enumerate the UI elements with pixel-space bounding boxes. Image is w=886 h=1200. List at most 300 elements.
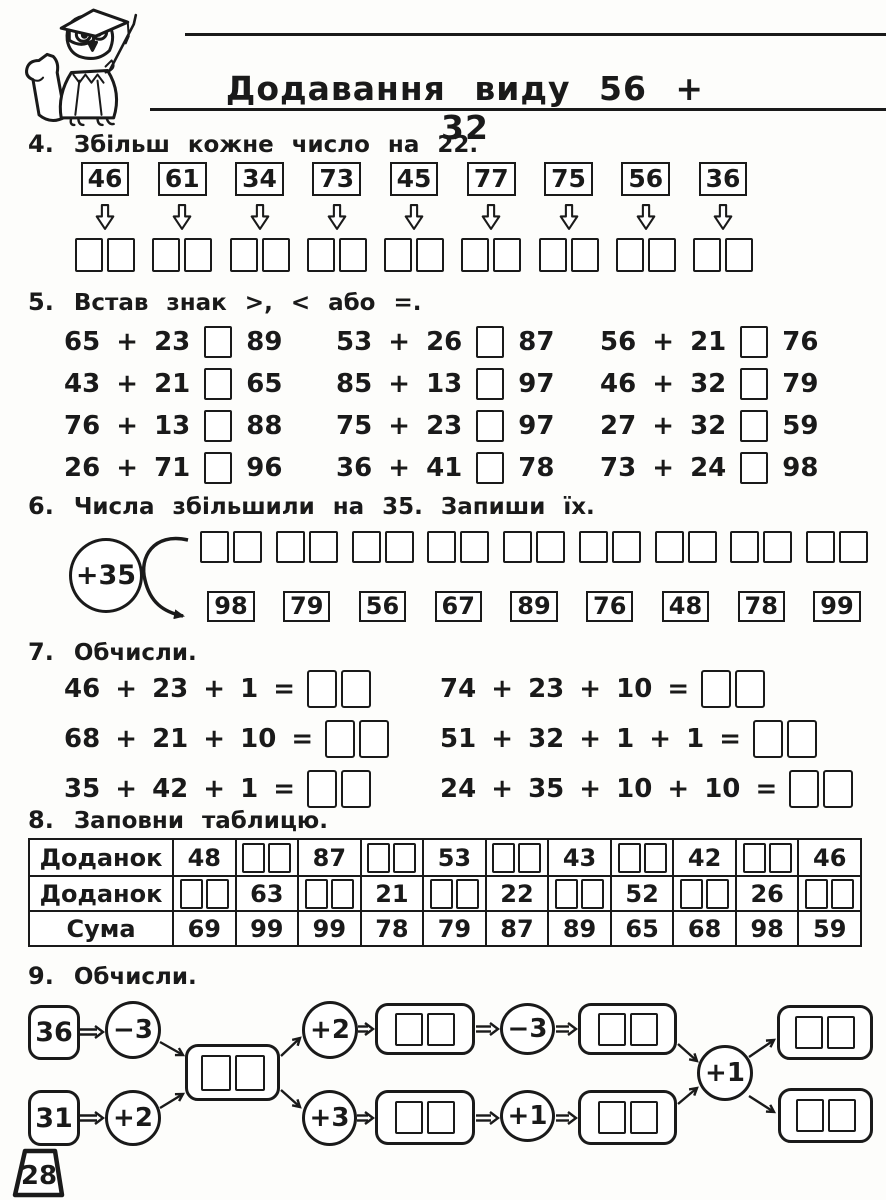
down-arrow-icon xyxy=(635,204,657,231)
ex8-instruction: Заповни таблицю. xyxy=(73,808,328,834)
answer-pair xyxy=(618,843,667,873)
ex6-item xyxy=(804,531,870,622)
table-cell: 43 xyxy=(547,840,610,875)
page-number-badge xyxy=(12,1148,66,1200)
answer-box[interactable] xyxy=(393,843,416,873)
sign-box[interactable] xyxy=(204,410,232,442)
answer-box[interactable] xyxy=(307,670,337,708)
equation-text: 46 + 23 + 1 = xyxy=(64,674,296,704)
arrow xyxy=(749,1096,774,1112)
answer-box[interactable] xyxy=(795,1016,823,1049)
answer-box[interactable] xyxy=(395,1013,423,1046)
answer-box[interactable] xyxy=(616,238,644,272)
comparison-item xyxy=(600,452,818,484)
value: 97 xyxy=(518,369,555,399)
answer-pair xyxy=(701,670,765,708)
answer-pair xyxy=(579,531,641,563)
answer-box[interactable] xyxy=(75,238,103,272)
table-cell xyxy=(672,875,735,910)
answer-pair xyxy=(75,238,135,272)
sign-box[interactable] xyxy=(476,452,504,484)
answer-box[interactable] xyxy=(648,238,676,272)
expression: 43 + 21 xyxy=(64,369,191,399)
sign-box[interactable] xyxy=(740,452,768,484)
sign-box[interactable] xyxy=(740,368,768,400)
ex4-item xyxy=(536,162,602,272)
operation-node: −3 xyxy=(105,1001,161,1059)
answer-box[interactable] xyxy=(493,238,521,272)
ex7-heading xyxy=(28,638,197,666)
arrow xyxy=(678,1044,697,1061)
arrow xyxy=(749,1040,774,1057)
table-cell: 26 xyxy=(735,875,798,910)
double-arrow xyxy=(556,1112,576,1124)
ex5-column-1 xyxy=(64,326,282,484)
table-cell: 99 xyxy=(235,910,298,945)
comparison-item xyxy=(336,368,554,400)
arrow xyxy=(678,1088,697,1104)
answer-box[interactable] xyxy=(367,843,390,873)
operation-circle: +35 xyxy=(69,538,143,613)
result-node xyxy=(578,1003,677,1055)
number-card: 61 xyxy=(158,162,207,196)
comparison-item xyxy=(336,452,554,484)
answer-pair xyxy=(307,238,367,272)
answer-box[interactable] xyxy=(395,1101,423,1134)
answer-pair xyxy=(307,770,371,808)
double-arrow xyxy=(80,1026,103,1038)
sign-box[interactable] xyxy=(740,326,768,358)
table-cell xyxy=(235,840,298,875)
number-card: 73 xyxy=(312,162,361,196)
equation-text: 51 + 32 + 1 + 1 = xyxy=(440,724,742,754)
answer-box[interactable] xyxy=(680,879,703,909)
table-cell xyxy=(172,875,235,910)
result-node xyxy=(185,1044,280,1101)
number-card: 67 xyxy=(435,591,482,622)
value: 79 xyxy=(782,369,819,399)
owl-mascot-illustration xyxy=(8,2,186,132)
result-node xyxy=(578,1090,677,1145)
value: 89 xyxy=(246,327,283,357)
ex4-item xyxy=(227,162,293,272)
answer-box[interactable] xyxy=(427,531,456,563)
table-cell xyxy=(610,840,673,875)
result-node xyxy=(375,1090,475,1145)
answer-pair xyxy=(276,531,338,563)
number-card: 98 xyxy=(207,591,254,622)
ex4-item xyxy=(149,162,215,272)
value: 98 xyxy=(782,453,819,483)
down-arrow-icon xyxy=(94,204,116,231)
sign-box[interactable] xyxy=(204,368,232,400)
start-node-bottom: 31 xyxy=(28,1090,80,1146)
answer-box[interactable] xyxy=(341,770,371,808)
answer-box[interactable] xyxy=(536,531,565,563)
down-arrow-icon xyxy=(480,204,502,231)
table-cell xyxy=(360,840,423,875)
comparison-item xyxy=(336,410,554,442)
answer-box[interactable] xyxy=(763,531,792,563)
equation xyxy=(64,720,389,758)
down-arrow-icon xyxy=(403,204,425,231)
answer-box[interactable] xyxy=(789,770,819,808)
answer-pair xyxy=(305,879,354,909)
number-card: 77 xyxy=(467,162,516,196)
answer-pair xyxy=(806,531,868,563)
number-card: 99 xyxy=(813,591,860,622)
answer-box[interactable] xyxy=(307,770,337,808)
ex5-column-3 xyxy=(600,326,818,484)
sign-box[interactable] xyxy=(204,326,232,358)
answer-box[interactable] xyxy=(331,879,354,909)
arrow xyxy=(160,1094,183,1108)
table-cell: 53 xyxy=(422,840,485,875)
answer-pair xyxy=(152,238,212,272)
comparison-item xyxy=(64,452,282,484)
expression: 27 + 32 xyxy=(600,411,727,441)
answer-box[interactable] xyxy=(823,770,853,808)
answer-box[interactable] xyxy=(539,238,567,272)
answer-pair xyxy=(367,843,416,873)
sign-box[interactable] xyxy=(740,410,768,442)
answer-box[interactable] xyxy=(827,1016,855,1049)
answer-pair xyxy=(730,531,792,563)
number-card: 79 xyxy=(283,591,330,622)
answer-box[interactable] xyxy=(309,531,338,563)
answer-box[interactable] xyxy=(152,238,180,272)
table-cell: 89 xyxy=(547,910,610,945)
value: 59 xyxy=(782,411,819,441)
answer-pair xyxy=(555,879,604,909)
comparison-item xyxy=(64,326,282,358)
answer-pair xyxy=(753,720,817,758)
answer-box[interactable] xyxy=(693,238,721,272)
down-arrow-icon xyxy=(249,204,271,231)
comparison-item xyxy=(600,326,818,358)
ex4-instruction: Збільш кожне число на 22. xyxy=(73,132,479,158)
answer-box[interactable] xyxy=(555,879,578,909)
ex4-item xyxy=(613,162,679,272)
value: 65 xyxy=(246,369,283,399)
number-card: 36 xyxy=(699,162,748,196)
ex4-item xyxy=(690,162,756,272)
answer-pair xyxy=(427,531,489,563)
table-cell: 68 xyxy=(672,910,735,945)
double-arrow xyxy=(358,1023,373,1035)
answer-box[interactable] xyxy=(630,1013,658,1046)
answer-pair xyxy=(230,238,290,272)
answer-box[interactable] xyxy=(384,238,412,272)
row-label: Доданок xyxy=(39,843,163,872)
ex5-number: 5. xyxy=(28,288,54,316)
answer-box[interactable] xyxy=(571,238,599,272)
expression: 53 + 26 xyxy=(336,327,463,357)
answer-pair xyxy=(503,531,565,563)
answer-box[interactable] xyxy=(184,238,212,272)
table-cell xyxy=(422,875,485,910)
number-card: 75 xyxy=(544,162,593,196)
number-card: 89 xyxy=(510,591,557,622)
answer-box[interactable] xyxy=(598,1013,626,1046)
ex6-item xyxy=(728,531,794,622)
answer-box[interactable] xyxy=(456,879,479,909)
answer-pair xyxy=(352,531,414,563)
answer-pair xyxy=(680,879,729,909)
double-arrow xyxy=(80,1112,103,1124)
header-rule-top xyxy=(185,33,886,36)
down-arrow-icon xyxy=(171,204,193,231)
answer-box[interactable] xyxy=(416,238,444,272)
answer-box[interactable] xyxy=(359,720,389,758)
down-arrow-icon xyxy=(558,204,580,231)
answer-box[interactable] xyxy=(743,843,766,873)
answer-box[interactable] xyxy=(618,843,641,873)
expression: 76 + 13 xyxy=(64,411,191,441)
answer-box[interactable] xyxy=(325,720,355,758)
answer-box[interactable] xyxy=(180,879,203,909)
operation-node: +3 xyxy=(302,1090,357,1146)
answer-box[interactable] xyxy=(339,238,367,272)
comparison-item xyxy=(64,410,282,442)
ex6-item xyxy=(577,531,643,622)
answer-box[interactable] xyxy=(268,843,291,873)
ex4-item xyxy=(458,162,524,272)
answer-box[interactable] xyxy=(612,531,641,563)
table-cell: 59 xyxy=(797,910,860,945)
table-cell xyxy=(797,875,860,910)
operation-node: −3 xyxy=(500,1003,555,1055)
answer-box[interactable] xyxy=(503,531,532,563)
table-cell: 21 xyxy=(360,875,423,910)
value: 76 xyxy=(782,327,819,357)
answer-box[interactable] xyxy=(787,720,817,758)
answer-box[interactable] xyxy=(305,879,328,909)
table-cell: 22 xyxy=(485,875,548,910)
answer-box[interactable] xyxy=(352,531,381,563)
answer-box[interactable] xyxy=(262,238,290,272)
answer-box[interactable] xyxy=(730,531,759,563)
ex9-heading xyxy=(28,962,197,990)
answer-box[interactable] xyxy=(460,531,489,563)
expression: 26 + 71 xyxy=(64,453,191,483)
table-cell: 46 xyxy=(797,840,860,875)
sign-box[interactable] xyxy=(476,326,504,358)
answer-box[interactable] xyxy=(644,843,667,873)
equation-text: 74 + 23 + 10 = xyxy=(440,674,690,704)
answer-pair xyxy=(180,879,229,909)
answer-box[interactable] xyxy=(230,238,258,272)
ex7-number: 7. xyxy=(28,638,54,666)
table-cell: 52 xyxy=(610,875,673,910)
answer-box[interactable] xyxy=(341,670,371,708)
answer-box[interactable] xyxy=(307,238,335,272)
answer-box[interactable] xyxy=(427,1101,455,1134)
equation xyxy=(440,670,853,708)
ex7-instruction: Обчисли. xyxy=(73,640,197,666)
answer-pair xyxy=(242,843,291,873)
ex7-right-column xyxy=(440,670,853,808)
table-cell: 69 xyxy=(172,910,235,945)
number-card: 56 xyxy=(359,591,406,622)
table-cell xyxy=(735,840,798,875)
table-cell: 87 xyxy=(485,910,548,945)
curved-arrow-icon xyxy=(133,530,203,625)
table-cell: 87 xyxy=(297,840,360,875)
answer-pair xyxy=(789,770,853,808)
double-arrow xyxy=(357,1112,373,1124)
ex5-column-2 xyxy=(336,326,554,484)
answer-box[interactable] xyxy=(598,1101,626,1134)
operation-node: +2 xyxy=(105,1090,161,1146)
answer-box[interactable] xyxy=(806,531,835,563)
equation xyxy=(64,670,389,708)
table-cell xyxy=(297,875,360,910)
answer-box[interactable] xyxy=(276,531,305,563)
expression: 73 + 24 xyxy=(600,453,727,483)
ex6-item xyxy=(501,531,567,622)
sign-box[interactable] xyxy=(476,368,504,400)
ex4-item xyxy=(304,162,370,272)
answer-box[interactable] xyxy=(828,1099,856,1132)
expression: 75 + 23 xyxy=(336,411,463,441)
table-cell: 99 xyxy=(297,910,360,945)
number-card: 56 xyxy=(621,162,670,196)
answer-box[interactable] xyxy=(518,843,541,873)
result-node xyxy=(778,1088,873,1143)
table-cell xyxy=(547,875,610,910)
ex5-heading xyxy=(28,288,422,316)
answer-pair xyxy=(307,670,371,708)
answer-box[interactable] xyxy=(725,238,753,272)
number-card: 48 xyxy=(662,591,709,622)
answer-box[interactable] xyxy=(242,843,265,873)
sign-box[interactable] xyxy=(204,452,232,484)
sign-box[interactable] xyxy=(476,410,504,442)
ex7-left-column xyxy=(64,670,389,808)
answer-box[interactable] xyxy=(427,1013,455,1046)
number-card: 34 xyxy=(235,162,284,196)
answer-box[interactable] xyxy=(701,670,731,708)
ex9-number: 9. xyxy=(28,962,54,990)
answer-box[interactable] xyxy=(579,531,608,563)
answer-box[interactable] xyxy=(753,720,783,758)
equation xyxy=(64,770,389,808)
row-label: Доданок xyxy=(30,875,172,910)
addition-table xyxy=(28,838,862,947)
answer-box[interactable] xyxy=(630,1101,658,1134)
table-cell: 63 xyxy=(235,875,298,910)
ex4-heading xyxy=(28,130,478,158)
number-card: 78 xyxy=(738,591,785,622)
answer-box[interactable] xyxy=(581,879,604,909)
answer-box[interactable] xyxy=(107,238,135,272)
value: 97 xyxy=(518,411,555,441)
ex6-item xyxy=(274,531,340,622)
answer-pair xyxy=(655,531,717,563)
answer-box[interactable] xyxy=(235,1055,265,1091)
expression: 56 + 21 xyxy=(600,327,727,357)
answer-box[interactable] xyxy=(688,531,717,563)
table-cell xyxy=(485,840,548,875)
result-node xyxy=(375,1003,475,1055)
answer-box[interactable] xyxy=(233,531,262,563)
operation-node: +2 xyxy=(302,1001,358,1059)
answer-box[interactable] xyxy=(706,879,729,909)
row-label: Сума xyxy=(30,910,172,945)
comparison-item xyxy=(600,410,818,442)
table-cell: 98 xyxy=(735,910,798,945)
junction-operation-node: +1 xyxy=(697,1045,753,1101)
down-arrow-icon xyxy=(326,204,348,231)
ex4-number: 4. xyxy=(28,130,54,158)
ex4-content xyxy=(72,162,756,272)
ex6-content xyxy=(198,531,870,622)
ex6-item xyxy=(653,531,719,622)
ex8-heading xyxy=(28,806,328,834)
answer-pair xyxy=(743,843,792,873)
double-arrow xyxy=(476,1023,498,1035)
table-cell: 65 xyxy=(610,910,673,945)
arrow xyxy=(160,1042,183,1055)
ex9-flow-diagram xyxy=(0,998,886,1183)
ex6-item xyxy=(198,531,264,622)
down-arrow-icon xyxy=(712,204,734,231)
table-cell: 42 xyxy=(672,840,735,875)
ex6-item xyxy=(425,531,491,622)
answer-pair xyxy=(693,238,753,272)
table-cell: 48 xyxy=(172,840,235,875)
expression: 65 + 23 xyxy=(64,327,191,357)
answer-box[interactable] xyxy=(805,879,828,909)
ex6-instruction: Числа збільшили на 35. Запиши їх. xyxy=(73,494,595,520)
arrow xyxy=(281,1038,300,1056)
answer-pair xyxy=(325,720,389,758)
ex6-number: 6. xyxy=(28,492,54,520)
equation xyxy=(440,720,853,758)
answer-box[interactable] xyxy=(201,1055,231,1091)
answer-box[interactable] xyxy=(735,670,765,708)
answer-box[interactable] xyxy=(796,1099,824,1132)
answer-box[interactable] xyxy=(831,879,854,909)
page-title: Додавання виду 56 + 32 xyxy=(225,69,705,148)
double-arrow xyxy=(476,1112,498,1124)
answer-pair xyxy=(200,531,262,563)
answer-box[interactable] xyxy=(492,843,515,873)
equation-text: 24 + 35 + 10 + 10 = xyxy=(440,774,778,804)
answer-box[interactable] xyxy=(655,531,684,563)
answer-box[interactable] xyxy=(461,238,489,272)
table-cell: 78 xyxy=(360,910,423,945)
answer-box[interactable] xyxy=(206,879,229,909)
value: 96 xyxy=(246,453,283,483)
answer-box[interactable] xyxy=(839,531,868,563)
value: 78 xyxy=(518,453,555,483)
answer-pair xyxy=(430,879,479,909)
answer-box[interactable] xyxy=(200,531,229,563)
start-node-top: 36 xyxy=(28,1005,80,1060)
answer-box[interactable] xyxy=(769,843,792,873)
expression: 46 + 32 xyxy=(600,369,727,399)
answer-box[interactable] xyxy=(385,531,414,563)
table-cell: 79 xyxy=(422,910,485,945)
answer-box[interactable] xyxy=(430,879,453,909)
answer-pair xyxy=(805,879,854,909)
equation-text: 35 + 42 + 1 = xyxy=(64,774,296,804)
result-node xyxy=(777,1005,873,1060)
comparison-item xyxy=(600,368,818,400)
double-arrow xyxy=(556,1023,576,1035)
